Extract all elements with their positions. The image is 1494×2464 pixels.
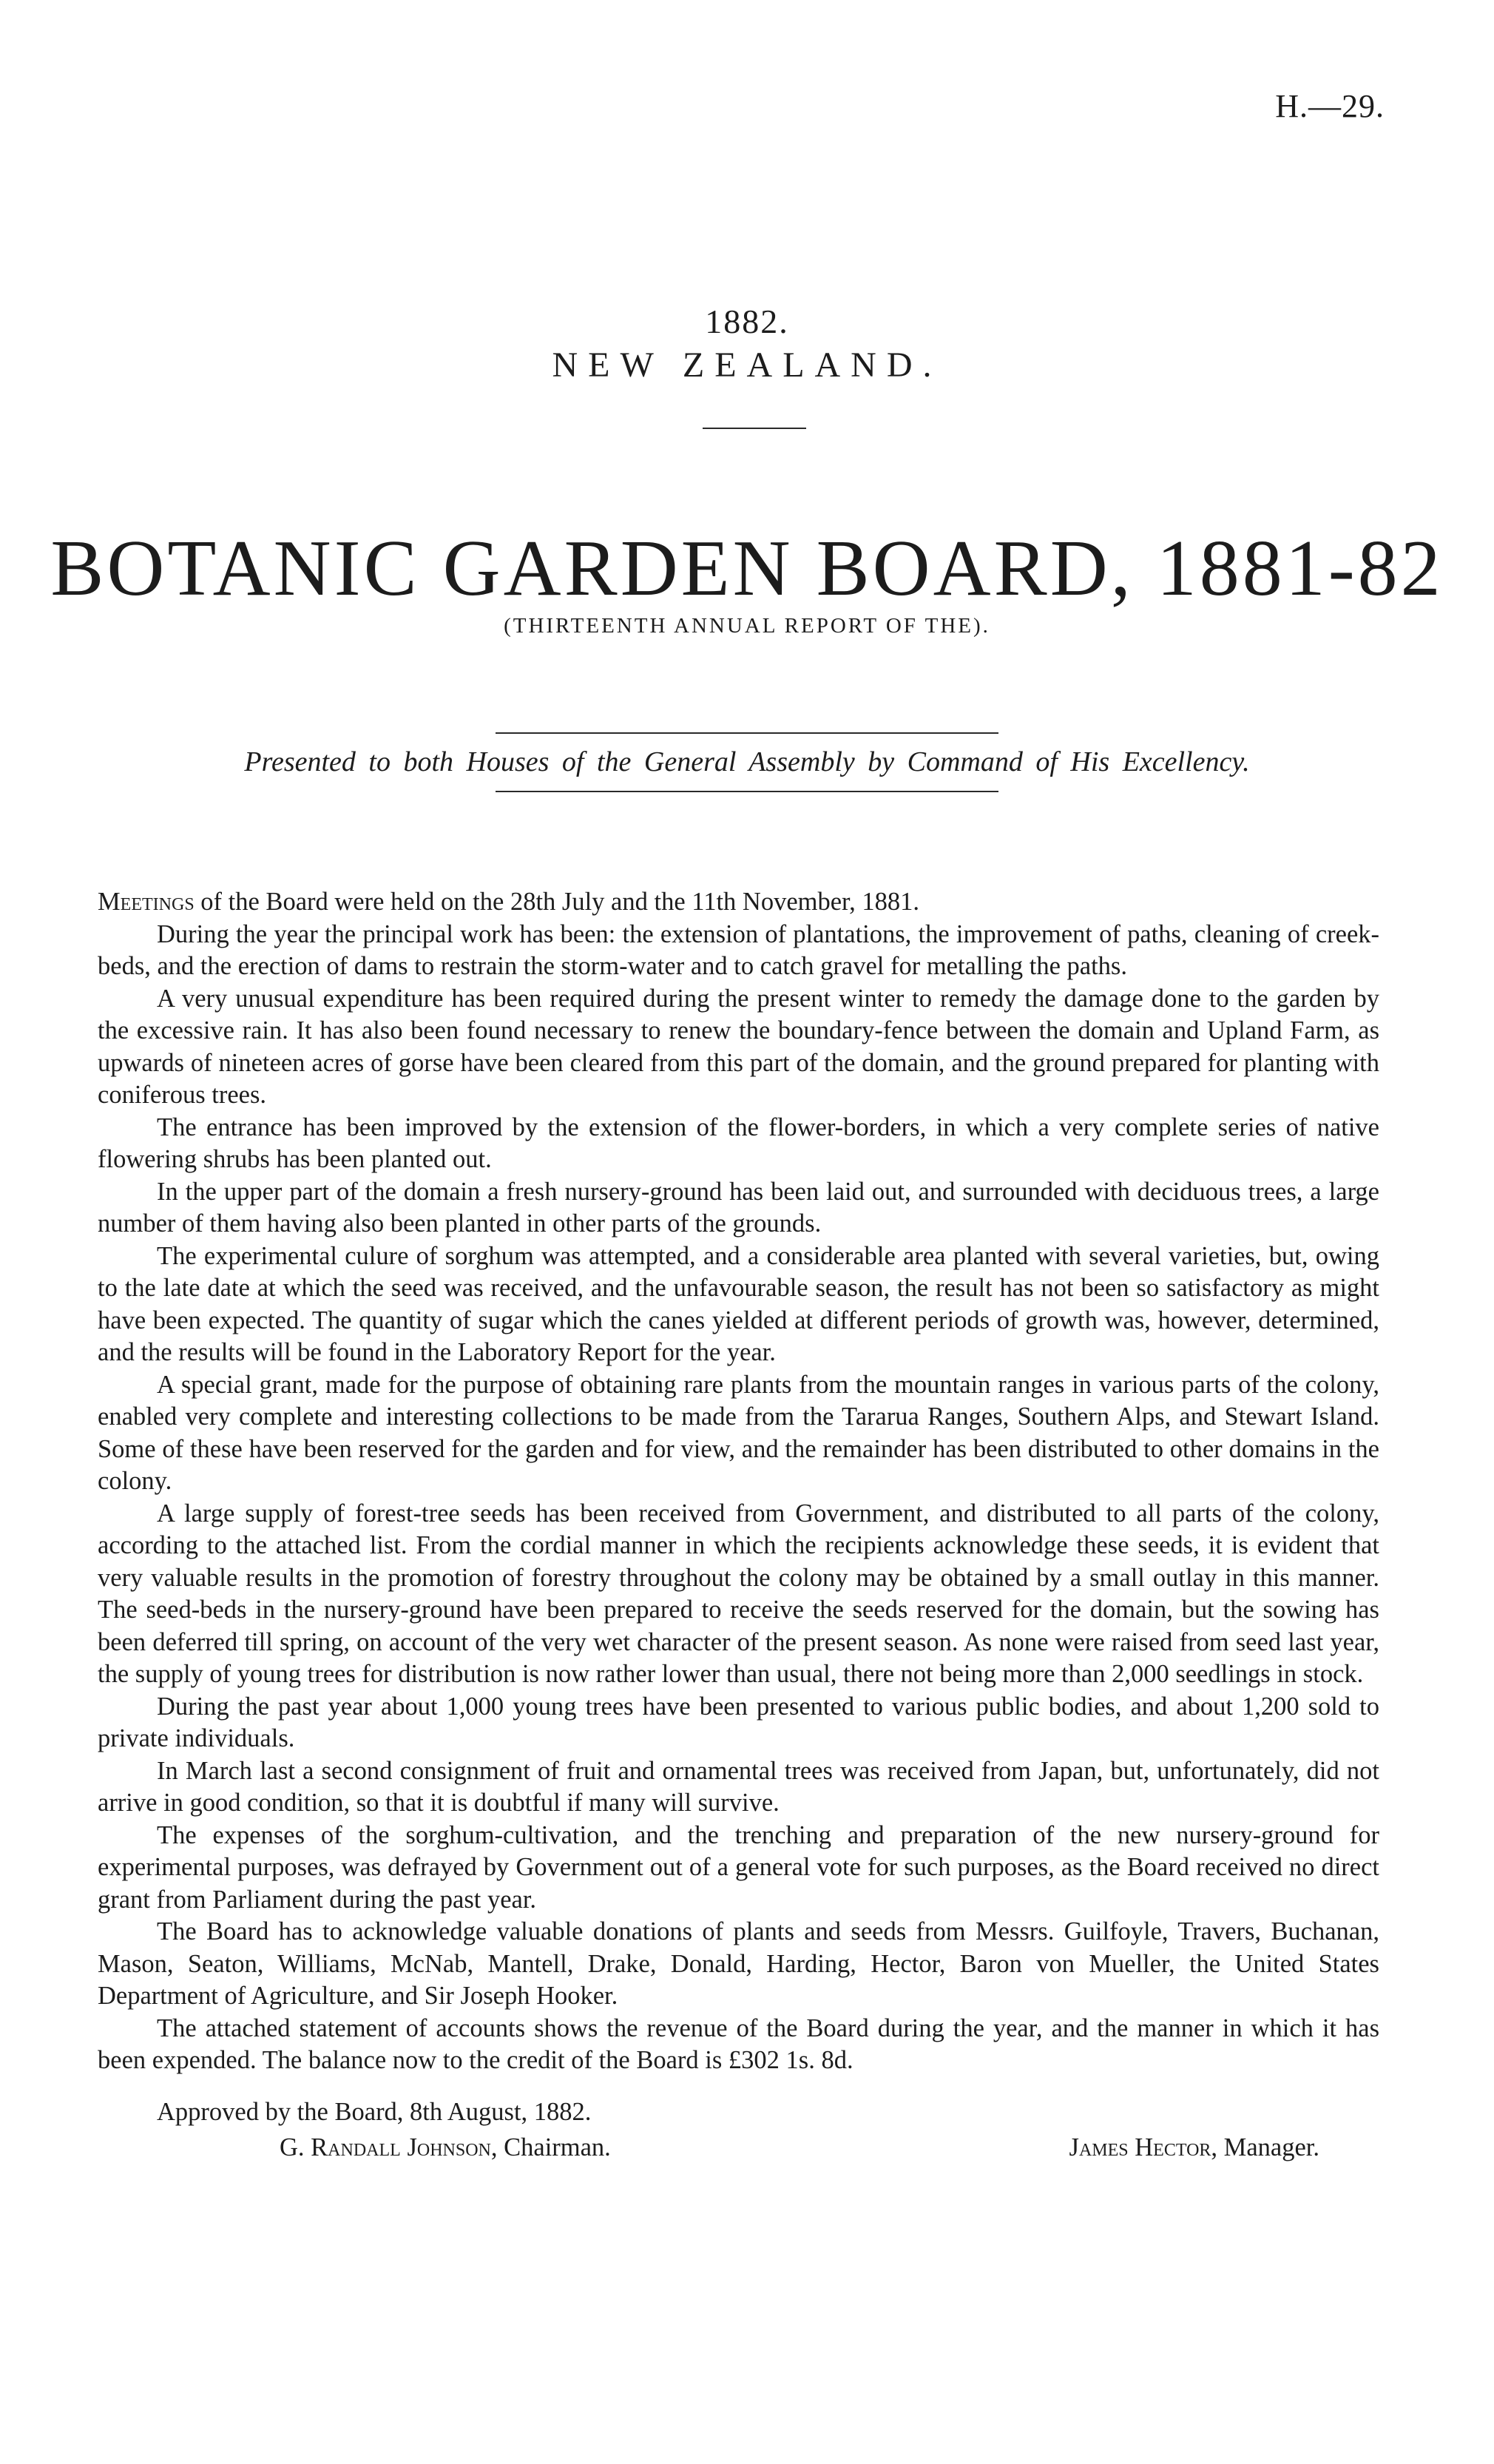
manager-signature bbox=[1069, 2133, 1319, 2162]
paragraph-text: of the Board were held on the 28th July and the 11th November, 1881. bbox=[194, 888, 920, 916]
manager-title: , Manager. bbox=[1211, 2133, 1319, 2161]
report-paragraph: A special grant, made for the purpose of obtaining rare plants from the mountain ranges in various parts of the colony, enabled very complete and interesting collections to be made from the Tararua Ranges, Southern Alps, and Stewart Island. Some of these have been reserved for the garden and for view, and the remainder has been distributed to other domains in the colony. bbox=[98, 1370, 1379, 1495]
approval-line: Approved by the Board, 8th August, 1882. bbox=[157, 2098, 592, 2126]
presented-line: Presented to both Houses of the General Assembly by Command of His Excellency. bbox=[244, 746, 1250, 777]
report-paragraph: During the year the principal work has been: the extension of plantations, the improvement of paths, cleaning of creek-beds, and the erection of dams to restrain the storm-water and to catch gravel for metalling the paths. bbox=[98, 919, 1379, 980]
presented-rule-bottom bbox=[496, 791, 998, 792]
opening-word: Meetings bbox=[98, 888, 195, 916]
presented-rule-top bbox=[496, 732, 998, 734]
chairman-title: , Chairman. bbox=[490, 2133, 611, 2161]
report-paragraph: In the upper part of the domain a fresh nursery-ground has been laid out, and surrounded with deciduous trees, a large number of them having also been planted in other parts of the grounds. bbox=[98, 1177, 1379, 1238]
report-body bbox=[98, 886, 1379, 2077]
report-paragraph: The attached statement of accounts shows the revenue of the Board during the year, and the manner in which it has been expended. The balance now to the credit of the Board is £302 1s. 8d. bbox=[98, 2014, 1379, 2074]
document-reference: H.—29. bbox=[1275, 88, 1385, 124]
report-paragraph: A large supply of forest-tree seeds has been received from Government, and distributed to all parts of the colony, according to the attached list. From the cordial manner in which the recipients acknowledge these seeds, it is evident that very valuable results in the promotion of forestry throughout the colony may be obtained by a small outlay in this manner. The seed-beds in the nursery-ground have been prepared to receive the seeds reserved for the domain, but the sowing has been deferred till spring, on account of the very wet character of the present season. As none were raised from seed last year, the supply of young trees for distribution is now rather lower than usual, there not being more than 2,000 seedlings in stock. bbox=[98, 1499, 1379, 1688]
report-paragraph bbox=[98, 886, 1379, 919]
document-year: 1882. bbox=[705, 303, 789, 340]
report-paragraph: A very unusual expenditure has been required during the present winter to remedy the damage done to the garden by the excessive rain. It has also been found necessary to renew the boundary-fence between the domain and Upland Farm, as upwards of nineteen acres of gorse have been cleared from this part of the domain, and the ground prepared for planting with coniferous trees. bbox=[98, 984, 1379, 1109]
document-title: BOTANIC GARDEN BOARD, 1881-82 bbox=[50, 524, 1444, 612]
report-paragraph: The experimental culure of sorghum was attempted, and a considerable area planted with several varieties, but, owing to the late date at which the seed was received, and the unfavourable season, the result has not been so satisfactory as might have been expected. The quantity of sugar which the canes yielded at different periods of growth was, however, determined, and the results will be found in the Laboratory Report for the year. bbox=[98, 1241, 1379, 1366]
document-subtitle: (THIRTEENTH ANNUAL REPORT OF THE). bbox=[504, 614, 990, 638]
report-paragraph: The entrance has been improved by the extension of the flower-borders, in which a very complete series of native flowering shrubs has been planted out. bbox=[98, 1113, 1379, 1173]
chairman-signature bbox=[280, 2133, 611, 2162]
title-divider bbox=[703, 428, 806, 429]
report-paragraph: The Board has to acknowledge valuable donations of plants and seeds from Messrs. Guilfoyle, Travers, Buchanan, Mason, Seaton, Williams, McNab, Mantell, Drake, Donald, Harding, Hector, Baron von Mueller, the United States Department of Agriculture, and Sir Joseph Hooker. bbox=[98, 1917, 1379, 2010]
document-country: NEW ZEALAND. bbox=[552, 345, 942, 385]
report-paragraph: In March last a second consignment of fruit and ornamental trees was received from Japan, but, unfortunately, did not arrive in good condition, so that it is doubtful if many will survive. bbox=[98, 1756, 1379, 1817]
report-paragraph: The expenses of the sorghum-cultivation, and the trenching and preparation of the new nursery-ground for experimental purposes, was defrayed by Government out of a general vote for such purposes, as the Board received no direct grant from Parliament during the past year. bbox=[98, 1820, 1379, 1914]
chairman-name: G. Randall Johnson bbox=[280, 2133, 491, 2161]
report-paragraph: During the past year about 1,000 young trees have been presented to various public bodies, and about 1,200 sold to private individuals. bbox=[98, 1692, 1379, 1752]
manager-name: James Hector bbox=[1069, 2133, 1211, 2161]
